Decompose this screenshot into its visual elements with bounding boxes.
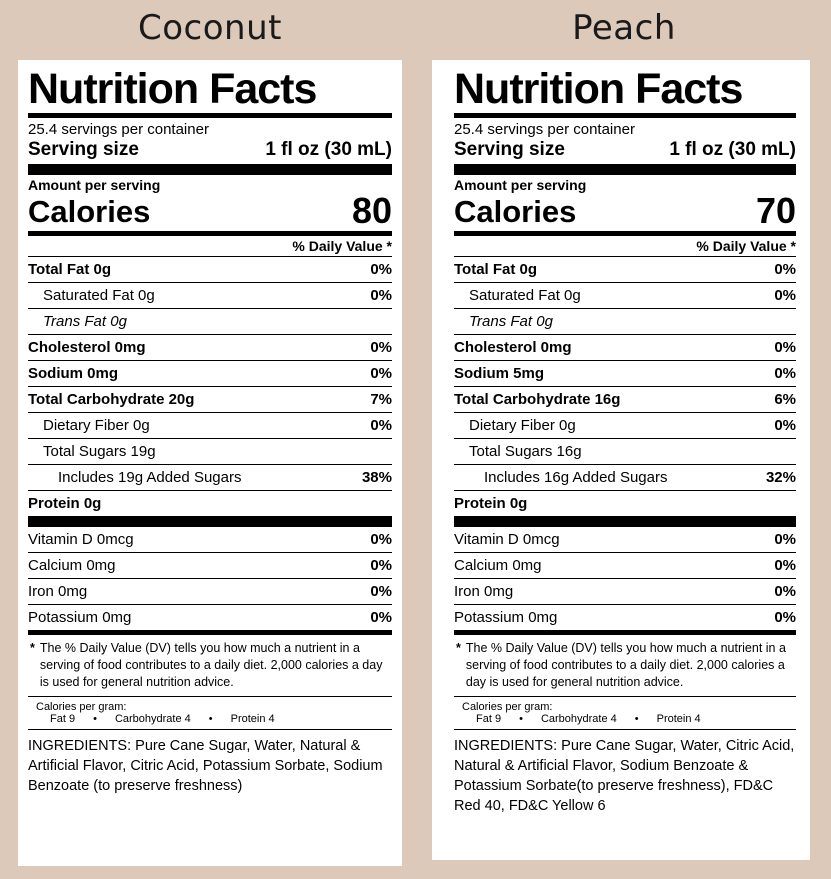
footnote-star: * — [456, 641, 461, 655]
nutrient-row — [454, 309, 796, 334]
calories-row — [454, 190, 796, 231]
nutrient-name: Total Sugars 16g — [469, 443, 582, 460]
nutrient-percent: 0% — [370, 287, 392, 304]
cpg-protein: Protein 4 — [230, 712, 275, 725]
footnote-star: * — [30, 641, 35, 655]
micro-row — [28, 579, 392, 604]
nutrition-facts-heading: Nutrition Facts — [454, 65, 743, 113]
daily-value-header: % Daily Value * — [696, 238, 796, 254]
servings-per-container: 25.4 servings per container — [454, 121, 635, 138]
nutrient-percent: 38% — [361, 469, 392, 486]
nutrient-name: Protein 0g — [28, 495, 102, 512]
cpg-fat: Fat 9 — [50, 712, 76, 725]
daily-value-footnote — [28, 635, 392, 696]
daily-value-footnote — [454, 635, 796, 696]
micro-percent: 0% — [774, 609, 796, 626]
calories-per-gram-block — [28, 697, 392, 729]
micro-row — [28, 553, 392, 578]
nutrient-percent: 0% — [774, 339, 796, 356]
bullet-dot: • — [208, 712, 213, 725]
micro-row — [454, 605, 796, 630]
nutrient-name: Sodium 5mg — [454, 365, 545, 382]
divider — [454, 164, 796, 175]
micro-percent: 0% — [774, 583, 796, 600]
nutrient-name — [28, 313, 127, 330]
nutrient-percent: 0% — [370, 339, 392, 356]
nutrient-row — [28, 309, 392, 334]
micro-name: Potassium 0mg — [454, 609, 558, 626]
amount-per-serving: Amount per serving — [28, 177, 161, 193]
panel-peach — [432, 60, 810, 860]
serving-size-value: 1 fl oz (30 mL) — [265, 139, 392, 160]
trans-italic: Trans Fat 0g — [43, 313, 127, 330]
calories-per-gram-label: Calories per gram: — [36, 700, 127, 713]
micro-percent: 0% — [370, 609, 392, 626]
nutrition-label-peach — [432, 60, 810, 860]
serving-size-value: 1 fl oz (30 mL) — [669, 139, 796, 160]
cpg-fat: Fat 9 — [476, 712, 502, 725]
cpg-protein: Protein 4 — [656, 712, 701, 725]
footnote-text: The % Daily Value (DV) tells you how much a nutrient in a serving of food contributes to a daily diet. 2,000 calories a day is used for general nutrition advice. — [39, 641, 383, 689]
calories-per-gram-line — [462, 713, 796, 725]
micro-name: Vitamin D 0mcg — [28, 531, 134, 548]
calories-label: Calories — [28, 194, 151, 230]
nutrient-percent: 0% — [370, 417, 392, 434]
nutrient-row — [28, 465, 392, 490]
nutrient-name: Includes 19g Added Sugars — [58, 469, 242, 486]
divider — [28, 516, 392, 527]
micro-name: Calcium 0mg — [454, 557, 542, 574]
footnote-text: The % Daily Value (DV) tells you how much a nutrient in a serving of food contributes to a daily diet. 2,000 calories a day is used for general nutrition advice. — [465, 641, 786, 689]
panel-title-coconut: Coconut — [138, 8, 282, 48]
calories-label: Calories — [454, 194, 577, 230]
nutrient-row — [28, 361, 392, 386]
micro-name: Iron 0mg — [28, 583, 88, 600]
nutrient-row — [454, 465, 796, 490]
amount-per-serving: Amount per serving — [454, 177, 587, 193]
micro-percent: 0% — [370, 583, 392, 600]
panel-coconut — [18, 60, 402, 866]
nutrient-percent: 0% — [774, 287, 796, 304]
nutrient-percent: 7% — [370, 391, 392, 408]
trans-italic: Trans Fat 0g — [469, 313, 553, 330]
nutrient-name: Total Sugars 19g — [43, 443, 156, 460]
nutrient-percent: 0% — [774, 417, 796, 434]
daily-value-header: % Daily Value * — [292, 238, 392, 254]
divider — [454, 516, 796, 527]
ingredients-text: INGREDIENTS: Pure Cane Sugar, Water, Natural & Artificial Flavor, Citric Acid, Potassium Sorbate, Sodium Benzoate (to preserve freshness) — [28, 737, 383, 794]
calories-value: 70 — [755, 190, 796, 231]
micro-name: Vitamin D 0mcg — [454, 531, 560, 548]
nutrient-row — [454, 283, 796, 308]
nutrient-name: Dietary Fiber 0g — [469, 417, 576, 434]
micro-row — [454, 553, 796, 578]
nutrient-percent: 0% — [370, 261, 392, 278]
nutrient-row — [28, 283, 392, 308]
nutrient-row — [454, 335, 796, 360]
calories-per-gram-block — [454, 697, 796, 729]
micro-row — [28, 605, 392, 630]
nutrient-name: Dietary Fiber 0g — [43, 417, 150, 434]
serving-size-label: Serving size — [28, 139, 139, 160]
calories-per-gram-label: Calories per gram: — [462, 700, 553, 713]
calories-per-gram-line — [36, 713, 392, 725]
nutrient-row — [454, 387, 796, 412]
nutrient-percent: 32% — [765, 469, 796, 486]
nutrient-row — [28, 413, 392, 438]
micro-row — [28, 527, 392, 552]
nutrient-row — [454, 361, 796, 386]
servings-per-container: 25.4 servings per container — [28, 121, 209, 138]
nutrient-row — [28, 491, 392, 516]
nutrient-percent: 0% — [774, 261, 796, 278]
divider — [28, 164, 392, 175]
micro-percent: 0% — [370, 531, 392, 548]
micro-percent: 0% — [774, 531, 796, 548]
nutrient-row — [454, 491, 796, 516]
nutrient-row — [28, 387, 392, 412]
nutrient-percent: 0% — [370, 365, 392, 382]
bullet-dot: • — [93, 712, 97, 725]
panel-title-peach: Peach — [572, 8, 676, 48]
nutrient-name: Cholesterol 0mg — [454, 339, 572, 356]
nutrient-row — [454, 413, 796, 438]
calories-value: 80 — [351, 190, 392, 231]
nutrition-facts-heading: Nutrition Facts — [28, 65, 317, 113]
bullet-dot: • — [634, 712, 639, 725]
serving-size-row — [454, 139, 796, 164]
serving-size-row — [28, 139, 392, 164]
nutrient-row — [28, 335, 392, 360]
nutrient-name: Cholesterol 0mg — [28, 339, 146, 356]
micro-row — [454, 579, 796, 604]
nutrient-name: Total Carbohydrate 16g — [454, 391, 621, 408]
nutrient-name: Includes 16g Added Sugars — [484, 469, 668, 486]
micro-percent: 0% — [370, 557, 392, 574]
ingredients-text: INGREDIENTS: Pure Cane Sugar, Water, Citric Acid, Natural & Artificial Flavor, Sodium Benzoate & Potassium Sorbate(to preserve freshness), FD&C Red 40, FD&C Yellow 6 — [454, 737, 795, 814]
micro-row — [454, 527, 796, 552]
nutrient-name: Saturated Fat 0g — [469, 287, 581, 304]
nutrient-name: Total Carbohydrate 20g — [28, 391, 195, 408]
nutrient-name: Protein 0g — [454, 495, 528, 512]
nutrient-row — [28, 439, 392, 464]
nutrient-percent: 6% — [774, 391, 796, 408]
nutrient-name: Total Fat 0g — [454, 261, 538, 278]
cpg-carb: Carbohydrate 4 — [540, 712, 617, 725]
micro-name: Calcium 0mg — [28, 557, 116, 574]
nutrient-row — [454, 439, 796, 464]
micro-percent: 0% — [774, 557, 796, 574]
nutrient-name: Saturated Fat 0g — [43, 287, 155, 304]
nutrient-percent: 0% — [774, 365, 796, 382]
bullet-dot: • — [519, 712, 523, 725]
calories-row — [28, 190, 392, 231]
nutrient-row — [454, 257, 796, 282]
nutrient-name — [454, 313, 553, 330]
micro-name: Potassium 0mg — [28, 609, 132, 626]
nutrient-row — [28, 257, 392, 282]
nutrient-name: Total Fat 0g — [28, 261, 112, 278]
serving-size-label: Serving size — [454, 139, 565, 160]
nutrition-label-coconut — [18, 60, 402, 866]
nutrient-name: Sodium 0mg — [28, 365, 119, 382]
micro-name: Iron 0mg — [454, 583, 514, 600]
cpg-carb: Carbohydrate 4 — [114, 712, 191, 725]
